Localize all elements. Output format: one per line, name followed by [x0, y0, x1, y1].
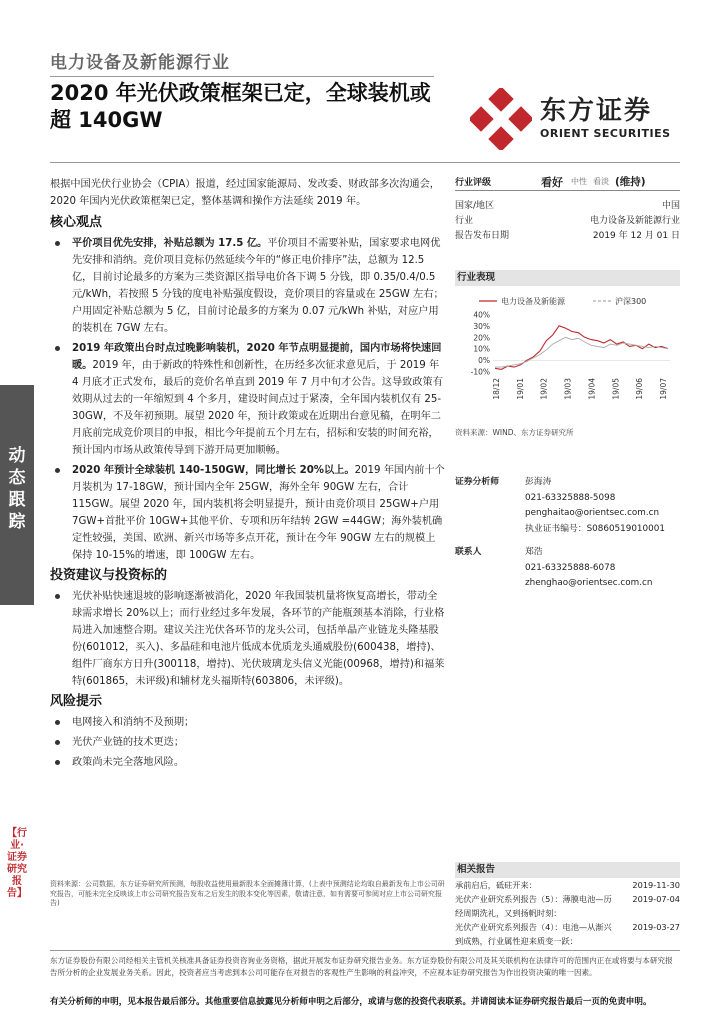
related-item[interactable] [455, 892, 680, 920]
risk-item: 政策尚未完全落地风险。 [50, 754, 445, 771]
series-line-hs300 [495, 337, 668, 367]
data-disclaimer: 资料来源：公司数据，东方证券研究所预测，每股收益使用最新股本全面摊薄计算，(上表中预测结论均取自最新发布上市公司研究报告，可能未完全反映该上市公司研究报告发布之后发生的股本变化等因素，敬请注意，如有需要可参阅对应上市公司研究报告) [50, 880, 445, 907]
logo-text-en: ORIENT SECURITIES [540, 127, 671, 140]
risk-item: 光伏产业链的技术更迭； [50, 734, 445, 751]
meta-row [455, 214, 680, 229]
bullet-lead: 2020 年预计全球装机 140-150GW，同比增长 20%以上。 [72, 465, 355, 476]
orient-logo-icon [470, 88, 532, 150]
x-tick-label: 19/04 [587, 378, 597, 400]
chart-title: 行业表现 [455, 270, 680, 286]
related-title: 承前启后，砥砫开来： [455, 880, 537, 890]
x-tick-label: 19/02 [539, 378, 549, 400]
meta-key: 行业 [455, 216, 474, 226]
footer-notice: 有关分析师的申明，见本报告最后部分。其他重要信息披露见分析师申明之后部分，或请与您的投资代表联系。并请阅读本证券研究报告最后一页的免责申明。 [50, 997, 652, 1007]
rating-status: (维持) [615, 176, 646, 188]
main-content [50, 176, 445, 774]
rating-panel [455, 173, 680, 286]
meta-value: 中国 [661, 201, 680, 211]
x-tick-label: 18/12 [492, 378, 501, 400]
core-bullet-1 [50, 235, 445, 337]
rating-row [455, 173, 680, 191]
contact-row [455, 545, 680, 592]
chart-svg [455, 290, 680, 425]
footer-divider [50, 950, 680, 951]
related-title: 光伏产业研究系列报告（4）：电池—从渐兴到成熟，行业属性迎来质变一跃： [455, 922, 612, 946]
bullet-text: 2019 年国内前十个月装机为 17-18GW，预计国内全年 25GW，海外全年 90GW 左右，合计 115GW。展望 2020 年，国内装机将会明显提升，预计由竞价项目 25GW+户用 7GW+首批平价 10GW+其他平价、专项和历年结转 2GW =44GW；海外装机确定性较强，美国、欧洲、新兴市场等多点开花，预计在今年 90GW 左右的规模上保持 10-15%的增速，即 100GW 左右。 [72, 465, 445, 561]
related-item[interactable] [455, 878, 680, 892]
logo-text-cn: 东方证券 [540, 96, 653, 126]
related-heading: 相关报告 [455, 862, 680, 878]
related-date: 2019-07-04 [632, 894, 680, 904]
analyst-row [455, 475, 680, 537]
y-tick-label: 30% [473, 321, 490, 331]
related-reports [455, 862, 680, 948]
core-bullet-3 [50, 462, 445, 564]
rating-value: 看好 [541, 175, 563, 189]
contact-email[interactable]: zhenghao@orientsec.com.cn [525, 578, 653, 588]
analyst-license: 执业证书编号：S0860519010001 [525, 523, 665, 534]
analyst-phone: 021-63325888-5098 [525, 492, 616, 503]
invest-bullet: 光伏补贴快速退坡的影响逐渐被消化，2020 年我国装机量将恢复高增长，带动全球需求增长 20%以上；而行业经过多年发展，各环节的产能瓶颈基本消除，行业格局进入加速整合期。建议关注光伏各环节的龙头公司，包括单晶产业链龙头隆基股份(601012，买入)、多晶硅和电池片低成本优质龙头通威股份(600438，增持)、组件厂商东方日升(300118，增持)、光伏玻璃龙头信义光能(00968，增持)和福莱特(601865，未评级)和辅材龙头福斯特(603806，未评级)。 [50, 588, 445, 690]
contact-name: 郑浩 [525, 547, 543, 557]
y-tick-label: 0% [478, 356, 490, 366]
meta-value: 电力设备及新能源行业 [589, 216, 680, 226]
meta-row [455, 229, 680, 244]
bullet-lead: 平价项目优先安排，补贴总额为 17.5 亿。 [72, 238, 268, 249]
related-item[interactable] [455, 920, 680, 948]
intro-paragraph: 根据中国光伏行业协会（CPIA）报道，经过国家能源局、发改委、财政部多次沟通会，2020 年国内光伏政策框架已定，整体基调和操作方法延续 2019 年。 [50, 179, 440, 207]
core-bullet-2 [50, 340, 445, 459]
core-heading: 核心观点 [50, 215, 103, 230]
industry-performance-chart [455, 290, 680, 425]
meta-key: 国家/地区 [455, 201, 495, 211]
sector-divider [50, 76, 434, 77]
analyst-block [455, 475, 680, 592]
report-title: 2020 年光伏政策框架已定，全球装机或超 140GW [50, 81, 431, 132]
x-tick-label: 19/07 [659, 378, 668, 400]
analyst-label: 证券分析师 [455, 477, 499, 487]
legend-label: 电力设备及新能源 [501, 297, 565, 306]
footer-text: 东方证券股份有限公司经相关主管机关核准具备证券投资咨询业务资格，据此开展发布证券研究报告业务。东方证券股份有限公司及其关联机构在法律许可的范围内正在或将要与本研究报告所分析的企业发展业务关系。因此，投资者应当考虑到本公司可能存在对报告的客观性产生影响的利益冲突，不应视本证券研究报告为作出投资决策的唯一因素。 [50, 956, 673, 977]
x-tick-label: 19/03 [563, 378, 573, 400]
contact-phone: 021-63325888-6078 [525, 562, 616, 573]
related-date: 2019-11-30 [632, 880, 680, 890]
rating-label: 行业评级 [455, 178, 492, 188]
header-divider [50, 162, 680, 163]
meta-row [455, 199, 680, 214]
bullet-text: 平价项目不需要补贴，国家要求电网优先安排和消纳。竞价项目竞标仍然延续今年的“修正电价排序”法，总额为 12.5 亿，目前讨论最多的方案为三类资源区指导电价各下调 5 分钱，即 0.35/0.4/0.5 元/kWh，若按照 5 分钱的度电补贴强度假设，竞价项目的容量或在 25GW 左右；户用固定补贴总额为 5 亿，目前讨论最多的方案为 0.07 元/kWh 补贴，对应户用的装机在 7GW 左右。 [72, 238, 444, 334]
chart-source: 资料来源：WIND、东方证券研究所 [455, 428, 574, 437]
analyst-email[interactable]: penghaitao@orientsec.com.cn [525, 508, 660, 518]
risk-heading: 风险提示 [50, 694, 103, 709]
y-tick-label: 10% [473, 344, 490, 354]
analyst-name: 彭海涛 [525, 477, 552, 487]
invest-heading: 投资建议与投资标的 [50, 568, 168, 583]
related-title: 光伏产业研究系列报告（5）：薄膜电池—历经周期洗礼，又到扬帆时刻： [455, 894, 612, 918]
x-tick-label: 19/05 [611, 378, 621, 400]
side-label-dynamic: 动态跟踪 [8, 446, 26, 532]
side-label-report-type: 【行业·证券研究报告】 [7, 828, 27, 899]
legend-label: 沪深300 [615, 297, 647, 306]
meta-value: 2019 年 12 月 01 日 [592, 231, 680, 241]
rating-neutral: 中性 [571, 177, 587, 186]
sector-label: 电力设备及新能源行业 [50, 53, 230, 73]
x-tick-label: 19/01 [515, 378, 525, 400]
rating-bear: 看淡 [593, 177, 609, 186]
meta-key: 报告发布日期 [455, 231, 510, 241]
x-tick-label: 19/06 [635, 378, 645, 400]
y-tick-label: -10% [470, 367, 490, 377]
y-tick-label: 40% [473, 310, 490, 320]
series-line-industry [495, 326, 668, 370]
risk-item: 电网接入和消纳不及预期； [50, 714, 445, 731]
bullet-text: 2019 年，由于新政的特殊性和创新性，在历经多次征求意见后，于 2019 年 4 月底才正式发布，最后的竞价名单直到 2019 年 7 月中旬才公告。这导致政策有效期从过去的一年缩短到 4 个多月，建设时间点过于紧凑，全年国内装机仅有 25-30GW，不及年初预期。展望 2020 年，预计政策或在近期出台意见稿，在明年二月底前完成竞价项目的申报，相比今年提前五个月左右，招标和安装的时间充裕，预计国内市场从政策传导到下游开局更加顺畅。 [72, 360, 443, 456]
bullet-lead: 2019 年政策出台时点过晚影响装机，2020 年节点明显提前，国内市场将快速回暖。 [72, 343, 442, 371]
contact-label: 联系人 [455, 547, 482, 557]
related-date: 2019-03-27 [632, 922, 680, 932]
y-tick-label: 20% [473, 333, 490, 343]
